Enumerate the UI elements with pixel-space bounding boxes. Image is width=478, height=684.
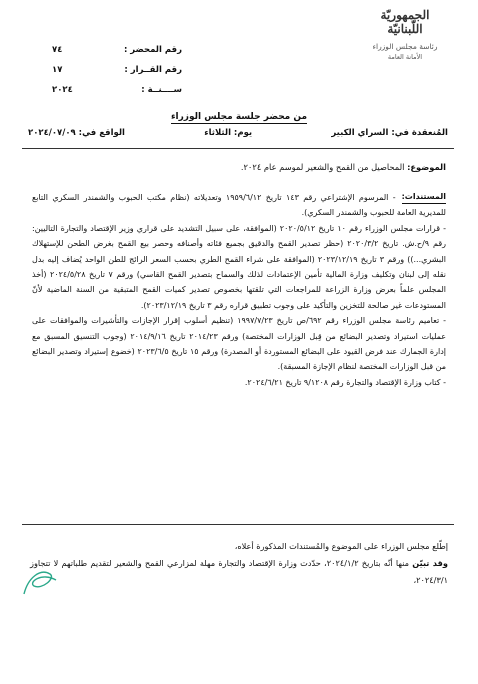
decision-number-label: رقم القــرار : bbox=[124, 65, 182, 75]
year-row bbox=[52, 80, 182, 100]
document-item: - تعاميم رئاسة مجلس الوزراء رقم ٦٩٢/ص تاريخ ١٩٩٧/٧/٢٣ (تنظيم أسلوب إقرار الإجازات والتأشيرات والموافقات على عمليات استيراد وتصدير البضائع من قِبل الوزارات المختصة) ورقم ٢٠١٤/٢٣ تاريخ ٢٠١٤/٩/١٦ (وجوب التنسيق المسبق مع إدارة الجمارك عند فرض القيود على البضائع المستوردة أو المصدرة) ورقم ١٥ تاريخ ٢٠٢٣/٦/٥ (خضوع إستيراد وتصدير البضائع من قبل الوزارات المختصة لنظام الإجازة المسبقة). bbox=[32, 316, 447, 372]
minutes-meta bbox=[52, 40, 182, 100]
logo-line-lebanese: اللّبنانيّة bbox=[387, 22, 423, 36]
signature-mark bbox=[20, 560, 60, 600]
minutes-number-label: رقم المحضر : bbox=[123, 45, 182, 55]
year-value: ٢٠٢٤ bbox=[52, 85, 73, 95]
decision-number-value: ١٧ bbox=[52, 65, 63, 75]
document-item: - المرسوم الإشتراعي رقم ١٤٣ تاريخ ١٩٥٩/٦/١٢ وتعديلاته (نظام مكتب الحبوب والشمندر السكري التابع للمديرية العامة للحبوب والشمندر السكري). bbox=[32, 193, 446, 218]
finding-line bbox=[30, 555, 448, 589]
subject-label: الموضوع: bbox=[407, 162, 446, 172]
review-paragraph bbox=[30, 538, 448, 589]
document-item: - كتاب وزارة الإقتصاد والتجارة رقم ٩/١٢٠٨ تاريخ ٢٠٢٤/٦/٢١. bbox=[244, 377, 446, 387]
session-date: الواقع في: ٢٠٢٤/٠٧/٠٩ bbox=[28, 128, 125, 138]
bottom-divider bbox=[22, 524, 454, 525]
document-title bbox=[0, 112, 478, 122]
top-divider bbox=[22, 148, 454, 149]
government-logo bbox=[346, 8, 464, 61]
document-item: - قرارات مجلس الوزراء رقم ١٠ تاريخ ٢٠٢٠/٥/١٢ (الموافقة، على سبيل التشديد على قراري وزير الإقتصاد والتجارة التاليين: رقم ٩/ح.ش. تاريخ ٢٠٢٠/٣/٢ (حظر تصدير القمح والدقيق بجميع فئاته وأصنافه وحصر بيع القمح بغرض الطحن للإستهلاك البشري...)) ورقم ٣ تاريخ ٢٠٢٣/١٢/١٩ (الموافقة على شراء القمح الطري بحسب السعر الرائج للطن الواحد يُضاف إليه بدل نقله إلى لبنان وتكليف وزارة المالية تأمين الإعتمادات لذلك والسماح بتصدير القمح القاسي) ورقم ٧ تاريخ ٢٠٢٤/٥/٢٨ (أخذ المجلس علماً بعرض وزارة الزراعة للمراجعات التي تلقتها بخصوص تصدير كميات القمح المتبقية من السنة الماضية لأنّ المستودعات غير صالحة للتخزين والتأكيد على وجوب تطبيق قراره رقم ٣ تاريخ ٢٠٢٣/١٢/١٩). bbox=[32, 223, 447, 310]
decision-number-row bbox=[52, 60, 182, 80]
session-info bbox=[28, 128, 448, 138]
subject-line bbox=[36, 162, 446, 172]
document-title-text: من محضر جلسة مجلس الوزراء bbox=[170, 112, 308, 122]
logo-line-secretariat: الأمانة العامة bbox=[387, 53, 423, 61]
session-location: المُنعقدة في: السراي الكبير bbox=[331, 128, 448, 138]
documents-section bbox=[32, 190, 446, 390]
logo-line-republic: الجمهوريّة bbox=[380, 8, 430, 22]
finding-label: وقد تبيّن bbox=[412, 558, 448, 568]
minutes-number-value: ٧٤ bbox=[52, 45, 63, 55]
documents-label: المستندات: bbox=[402, 190, 446, 204]
subject-text: المحاصيل من القمح والشعير لموسم عام ٢٠٢٤. bbox=[240, 162, 405, 172]
year-label: ســــنــة : bbox=[141, 85, 182, 95]
finding-text: منها أنّه بتاريخ ٢٠٢٤/١/٢، حدّدت وزارة الإقتصاد والتجارة مهلة لمزارعي القمح والشعير لتقديم طلباتهم لا تتجاوز ٢٠٢٤/٣/١، bbox=[30, 558, 448, 585]
review-line: إطّلع مجلس الوزراء على الموضوع والمُستندات المذكورة أعلاه، bbox=[234, 541, 448, 551]
logo-line-presidency: رئاسة مجلس الوزراء bbox=[372, 42, 438, 51]
minutes-number-row bbox=[52, 40, 182, 60]
session-day: يوم: الثلاثاء bbox=[204, 128, 253, 138]
